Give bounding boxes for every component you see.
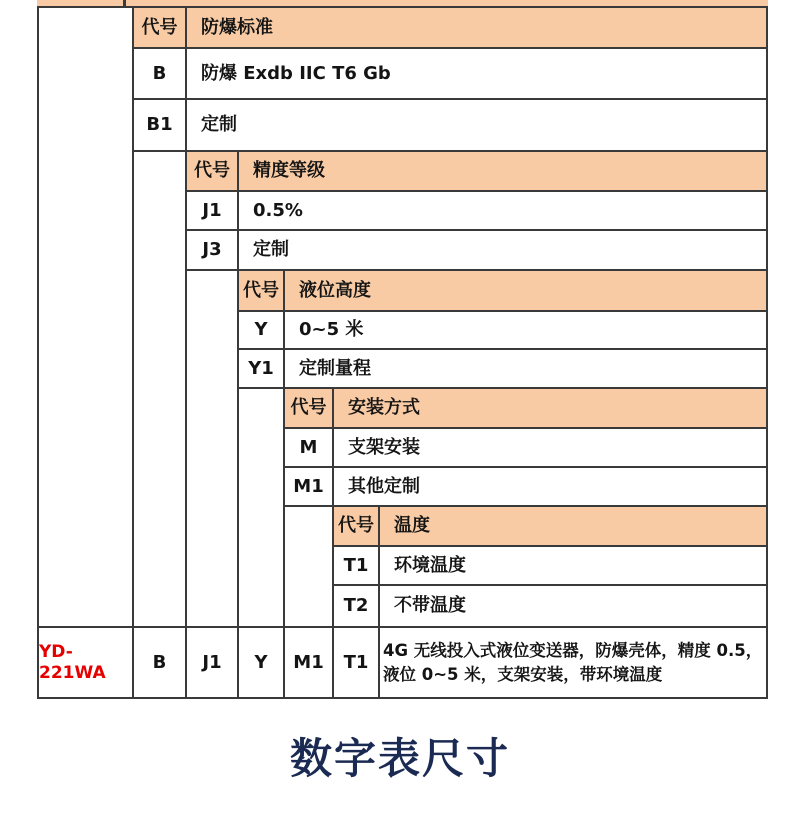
- option-value-cell: 定制: [187, 100, 766, 150]
- cutoff-row-sliver: [37, 0, 768, 6]
- table-grid: [37, 6, 768, 699]
- selection-code-cell: B: [134, 628, 185, 697]
- model-number-cell: YD-221WA: [39, 628, 132, 697]
- section-header-code-cell: 代号: [285, 389, 332, 427]
- section-header-label-cell: 液位高度: [285, 271, 766, 310]
- spacer-cell-model-column: [39, 8, 132, 626]
- section-header-code-cell: 代号: [187, 152, 237, 190]
- section-header-label-cell: 安装方式: [334, 389, 766, 427]
- selection-code-cell: T1: [334, 628, 378, 697]
- option-code-cell: T2: [334, 586, 378, 626]
- selection-description-cell: 4G 无线投入式液位变送器，防爆壳体，精度 0.5，液位 0~5 米，支架安装，带环境温度: [380, 628, 766, 697]
- option-value-cell: 环境温度: [380, 547, 766, 584]
- spacer-cell-col3: [187, 271, 237, 626]
- option-code-cell: T1: [334, 547, 378, 584]
- section-header-label-cell: 精度等级: [239, 152, 766, 190]
- option-code-cell: M: [285, 429, 332, 466]
- section-header-code-cell: 代号: [134, 8, 185, 47]
- option-code-cell: J3: [187, 231, 237, 269]
- model-selection-table: [37, 0, 768, 699]
- option-value-cell: 不带温度: [380, 586, 766, 626]
- page-section-title: 数字表尺寸: [289, 734, 510, 783]
- option-value-cell: 防爆 Exdb IIC T6 Gb: [187, 49, 766, 98]
- option-code-cell: Y1: [239, 350, 283, 387]
- section-header-label-cell: 防爆标准: [187, 8, 766, 47]
- section-header-label-cell: 温度: [380, 507, 766, 545]
- option-value-cell: 其他定制: [334, 468, 766, 505]
- option-value-cell: 定制: [239, 231, 766, 269]
- option-code-cell: Y: [239, 312, 283, 348]
- selection-code-cell: M1: [285, 628, 332, 697]
- option-value-cell: 0~5 米: [285, 312, 766, 348]
- spacer-cell-col4: [239, 389, 283, 626]
- option-code-cell: M1: [285, 468, 332, 505]
- selection-code-cell: Y: [239, 628, 283, 697]
- section-header-code-cell: 代号: [239, 271, 283, 310]
- option-code-cell: B1: [134, 100, 185, 150]
- selection-code-cell: J1: [187, 628, 237, 697]
- spacer-cell-col2: [134, 152, 185, 626]
- option-code-cell: B: [134, 49, 185, 98]
- option-value-cell: 0.5%: [239, 192, 766, 229]
- option-value-cell: 支架安装: [334, 429, 766, 466]
- option-value-cell: 定制量程: [285, 350, 766, 387]
- cutoff-row-divider: [123, 0, 126, 6]
- option-code-cell: J1: [187, 192, 237, 229]
- section-header-code-cell: 代号: [334, 507, 378, 545]
- spacer-cell-col5: [285, 507, 332, 626]
